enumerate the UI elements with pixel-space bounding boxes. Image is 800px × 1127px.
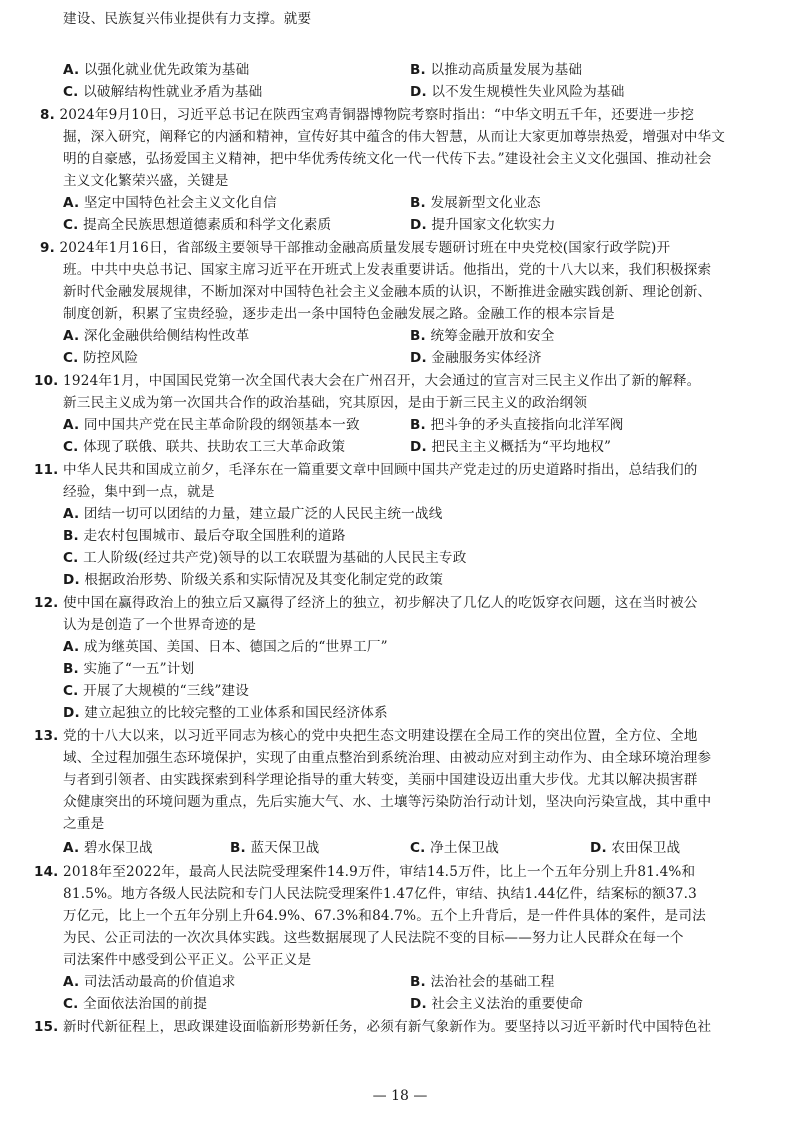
line-text: 经验，集中到一点，就是 [63, 484, 215, 500]
text-line [63, 791, 711, 813]
option-letter: C. [63, 350, 79, 366]
text-line [63, 8, 311, 30]
line-text: 党的十八大以来，以习近平同志为核心的党中央把生态文明建设摆在全局工作的突出位置，全方位、全地 [58, 728, 698, 744]
text-line [63, 481, 215, 503]
question-number: 11. [34, 462, 59, 478]
question-number: 12. [34, 595, 59, 611]
line-text: 与者到引领者、由实践探索到科学理论指导的重大转变，美丽中国建设迈出重大步伐。尤其以解决损害群 [63, 772, 698, 788]
text-line [63, 927, 684, 949]
line-text: 2024年1月16日，省部级主要领导干部推动金融高质量发展专题研讨班在中央党校(国家行政学院)开 [54, 240, 671, 256]
option-letter: C. [63, 996, 79, 1012]
answer-option [63, 547, 467, 569]
line-text: 2024年9月10日，习近平总书记在陕西宝鸡青铜器博物院考察时指出：“中华文明五千年，还要进一步挖 [54, 107, 695, 123]
line-text: 司法案件中感受到公平正义。公平正义是 [63, 952, 312, 968]
question-number: 13. [34, 728, 59, 744]
line-text: 以不发生规模性失业风险为基础 [426, 84, 625, 100]
question-line [34, 861, 695, 883]
line-text: 蓝天保卫战 [245, 840, 320, 856]
answer-option [63, 680, 249, 702]
line-text: 防控风险 [78, 350, 139, 366]
option-letter: D. [63, 572, 80, 588]
line-text: 根据政治形势、阶级关系和实际情况及其变化制定党的政策 [79, 572, 444, 588]
line-text: 以强化就业优先政策为基础 [79, 62, 250, 78]
line-text: 提升国家文化软实力 [426, 217, 556, 233]
line-text: 提高全民族思想道德素质和科学文化素质 [78, 217, 332, 233]
option-letter: D. [410, 996, 427, 1012]
answer-option [410, 436, 611, 458]
option-letter: C. [410, 840, 426, 856]
answer-option [63, 971, 236, 993]
option-letter: B. [410, 62, 426, 78]
answer-option [590, 837, 680, 859]
line-text: 班。中共中央总书记、国家主席习近平在开班式上发表重要讲话。他指出，党的十八大以来，我们积极探索 [63, 262, 712, 278]
answer-option [63, 569, 443, 591]
line-text: 2018年至2022年，最高人民法院受理案件14.9万件，审结14.5万件，比上一个五年分别上升81.4%和 [58, 864, 696, 880]
text-line [63, 303, 615, 325]
option-letter: D. [410, 439, 427, 455]
option-letter: B. [410, 328, 426, 344]
question-line [34, 370, 700, 392]
text-line [63, 170, 229, 192]
line-text: 司法活动最高的价值追求 [79, 974, 236, 990]
question-line [40, 104, 694, 126]
text-line [63, 883, 697, 905]
answer-option [410, 325, 555, 347]
line-text: 新三民主义成为第一次国共合作的政治基础，究其原因，是由于新三民主义的政治纲领 [63, 395, 588, 411]
line-text: 81.5%。地方各级人民法院和专门人民法院受理案件1.47亿件，审结、执结1.44亿件，结案标的额37.3 [63, 886, 697, 902]
line-text: 以破解结构性就业矛盾为基础 [78, 84, 263, 100]
option-letter: A. [63, 417, 80, 433]
answer-option [63, 81, 262, 103]
option-letter: A. [63, 62, 80, 78]
line-text: 走农村包围城市、最后夺取全国胜利的道路 [78, 528, 346, 544]
answer-option [410, 59, 582, 81]
question-line [34, 592, 698, 614]
line-text: 掘，深入研究，阐释它的内涵和精神，宣传好其中蕴含的伟大智慧，从而让大家更加尊崇热爱，增强对中华文 [63, 129, 726, 145]
answer-option [63, 702, 388, 724]
option-letter: A. [63, 506, 80, 522]
line-text: 制度创新，积累了宝贵经验，逐步走出一条中国特色金融发展之路。金融工作的根本宗旨是 [63, 306, 615, 322]
line-text: 之重是 [63, 816, 105, 832]
answer-option [63, 192, 277, 214]
line-text: 法治社会的基础工程 [425, 974, 555, 990]
line-text: 把民主主义概括为“平均地权” [426, 439, 612, 455]
text-line [63, 392, 587, 414]
line-text: 开展了大规模的“三线”建设 [78, 683, 250, 699]
answer-option [410, 993, 583, 1015]
text-line [63, 259, 711, 281]
question-line [34, 459, 698, 481]
question-line [34, 1016, 711, 1038]
answer-option [410, 837, 499, 859]
option-letter: A. [63, 840, 80, 856]
answer-option [410, 192, 541, 214]
option-letter: A. [63, 639, 80, 655]
answer-option [410, 414, 624, 436]
option-letter: C. [63, 217, 79, 233]
line-text: 净土保卫战 [425, 840, 500, 856]
option-letter: B. [410, 974, 426, 990]
text-line [63, 905, 706, 927]
question-number: 10. [34, 373, 59, 389]
option-letter: C. [63, 439, 79, 455]
line-text: 为民、公正司法的一次次具体实践。这些数据展现了人民法院不变的目标——努力让人民群众在每一个 [63, 930, 684, 946]
line-text: 坚定中国特色社会主义文化自信 [79, 195, 277, 211]
answer-option [230, 837, 319, 859]
answer-option [410, 81, 625, 103]
line-text: 成为继英国、美国、日本、德国之后的“世界工厂” [79, 639, 388, 655]
option-letter: B. [63, 661, 79, 677]
text-line [63, 614, 256, 636]
text-line [63, 126, 725, 148]
answer-option [410, 971, 555, 993]
option-letter: B. [230, 840, 246, 856]
line-text: 众健康突出的环境问题为重点，先后实施大气、水、土壤等污染防治行动计划，坚决向污染宣战，其中重中 [63, 794, 712, 810]
option-letter: D. [410, 350, 427, 366]
option-letter: B. [63, 528, 79, 544]
answer-option [63, 325, 249, 347]
option-letter: A. [63, 195, 80, 211]
text-line [63, 813, 104, 835]
answer-option [63, 993, 207, 1015]
line-text: 社会主义法治的重要使命 [426, 996, 584, 1012]
answer-option [63, 503, 443, 525]
question-number: 8. [40, 107, 55, 123]
line-text: 建设、民族复兴伟业提供有力支撑。就要 [63, 11, 312, 27]
option-letter: A. [63, 974, 80, 990]
answer-option [410, 214, 556, 236]
option-letter: C. [63, 683, 79, 699]
line-text: 1924年1月，中国国民党第一次全国代表大会在广州召开，大会通过的宣言对三民主义作出了新的解释。 [58, 373, 701, 389]
text-line [63, 949, 311, 971]
line-text: 全面依法治国的前提 [78, 996, 208, 1012]
line-text: 深化金融供给侧结构性改革 [79, 328, 250, 344]
answer-option [410, 347, 542, 369]
text-line [63, 281, 711, 303]
line-text: 团结一切可以团结的力量，建立最广泛的人民民主统一战线 [79, 506, 443, 522]
line-text: 万亿元，比上一个五年分别上升64.9%、67.3%和84.7%。五个上升背后，是一件件具体的案件，是司法 [63, 908, 706, 924]
text-line [63, 769, 698, 791]
line-text: 实施了“一五”计划 [78, 661, 195, 677]
answer-option [63, 59, 249, 81]
question-number: 15. [34, 1019, 59, 1035]
page-number: — 18 — [372, 1088, 428, 1104]
line-text: 明的自豪感，弘扬爱国主义精神，把中华优秀传统文化一代一代传下去。”建设社会主义文化强国、推动社会 [63, 151, 712, 167]
answer-option [63, 636, 388, 658]
answer-option [63, 837, 153, 859]
option-letter: D. [63, 705, 80, 721]
line-text: 碧水保卫战 [79, 840, 153, 856]
option-letter: C. [63, 550, 79, 566]
question-number: 14. [34, 864, 59, 880]
text-line [63, 148, 712, 170]
line-text: 农田保卫战 [606, 840, 681, 856]
line-text: 体现了联俄、联共、扶助农工三大革命政策 [78, 439, 346, 455]
option-letter: A. [63, 328, 80, 344]
line-text: 新时代金融发展规律，不断加深对中国特色社会主义金融本质的认识，不断推进金融实践创新、理论创新、 [63, 284, 712, 300]
line-text: 新时代新征程上，思政课建设面临新形势新任务，必须有新气象新作为。要坚持以习近平新时代中国特色社 [58, 1019, 712, 1035]
option-letter: B. [410, 417, 426, 433]
line-text: 认为是创造了一个世界奇迹的是 [63, 617, 257, 633]
line-text: 以推动高质量发展为基础 [425, 62, 583, 78]
text-line [63, 747, 711, 769]
question-line [34, 725, 698, 747]
line-text: 使中国在赢得政治上的独立后又赢得了经济上的独立，初步解决了几亿人的吃饭穿衣问题，这在当时被公 [58, 595, 698, 611]
option-letter: D. [590, 840, 607, 856]
line-text: 域、全过程加强生态环境保护，实现了由重点整治到系统治理、由被动应对到主动作为、由全球环境治理参 [63, 750, 712, 766]
line-text: 同中国共产党在民主革命阶段的纲领基本一致 [79, 417, 360, 433]
option-letter: D. [410, 84, 427, 100]
line-text: 中华人民共和国成立前夕，毛泽东在一篇重要文章中回顾中国共产党走过的历史道路时指出，总结我们的 [58, 462, 698, 478]
answer-option [63, 658, 194, 680]
line-text: 主义文化繁荣兴盛，关键是 [63, 173, 229, 189]
question-line [40, 237, 670, 259]
answer-option [63, 436, 345, 458]
line-text: 工人阶级(经过共产党)领导的以工农联盟为基础的人民民主专政 [78, 550, 467, 566]
line-text: 建立起独立的比较完整的工业体系和国民经济体系 [79, 705, 388, 721]
line-text: 发展新型文化业态 [425, 195, 541, 211]
line-text: 把斗争的矛头直接指向北洋军阀 [425, 417, 624, 433]
answer-option [63, 525, 346, 547]
answer-option [63, 347, 138, 369]
option-letter: D. [410, 217, 427, 233]
option-letter: B. [410, 195, 426, 211]
option-letter: C. [63, 84, 79, 100]
line-text: 统筹金融开放和安全 [425, 328, 555, 344]
line-text: 金融服务实体经济 [426, 350, 542, 366]
answer-option [63, 214, 331, 236]
answer-option [63, 414, 360, 436]
question-number: 9. [40, 240, 55, 256]
